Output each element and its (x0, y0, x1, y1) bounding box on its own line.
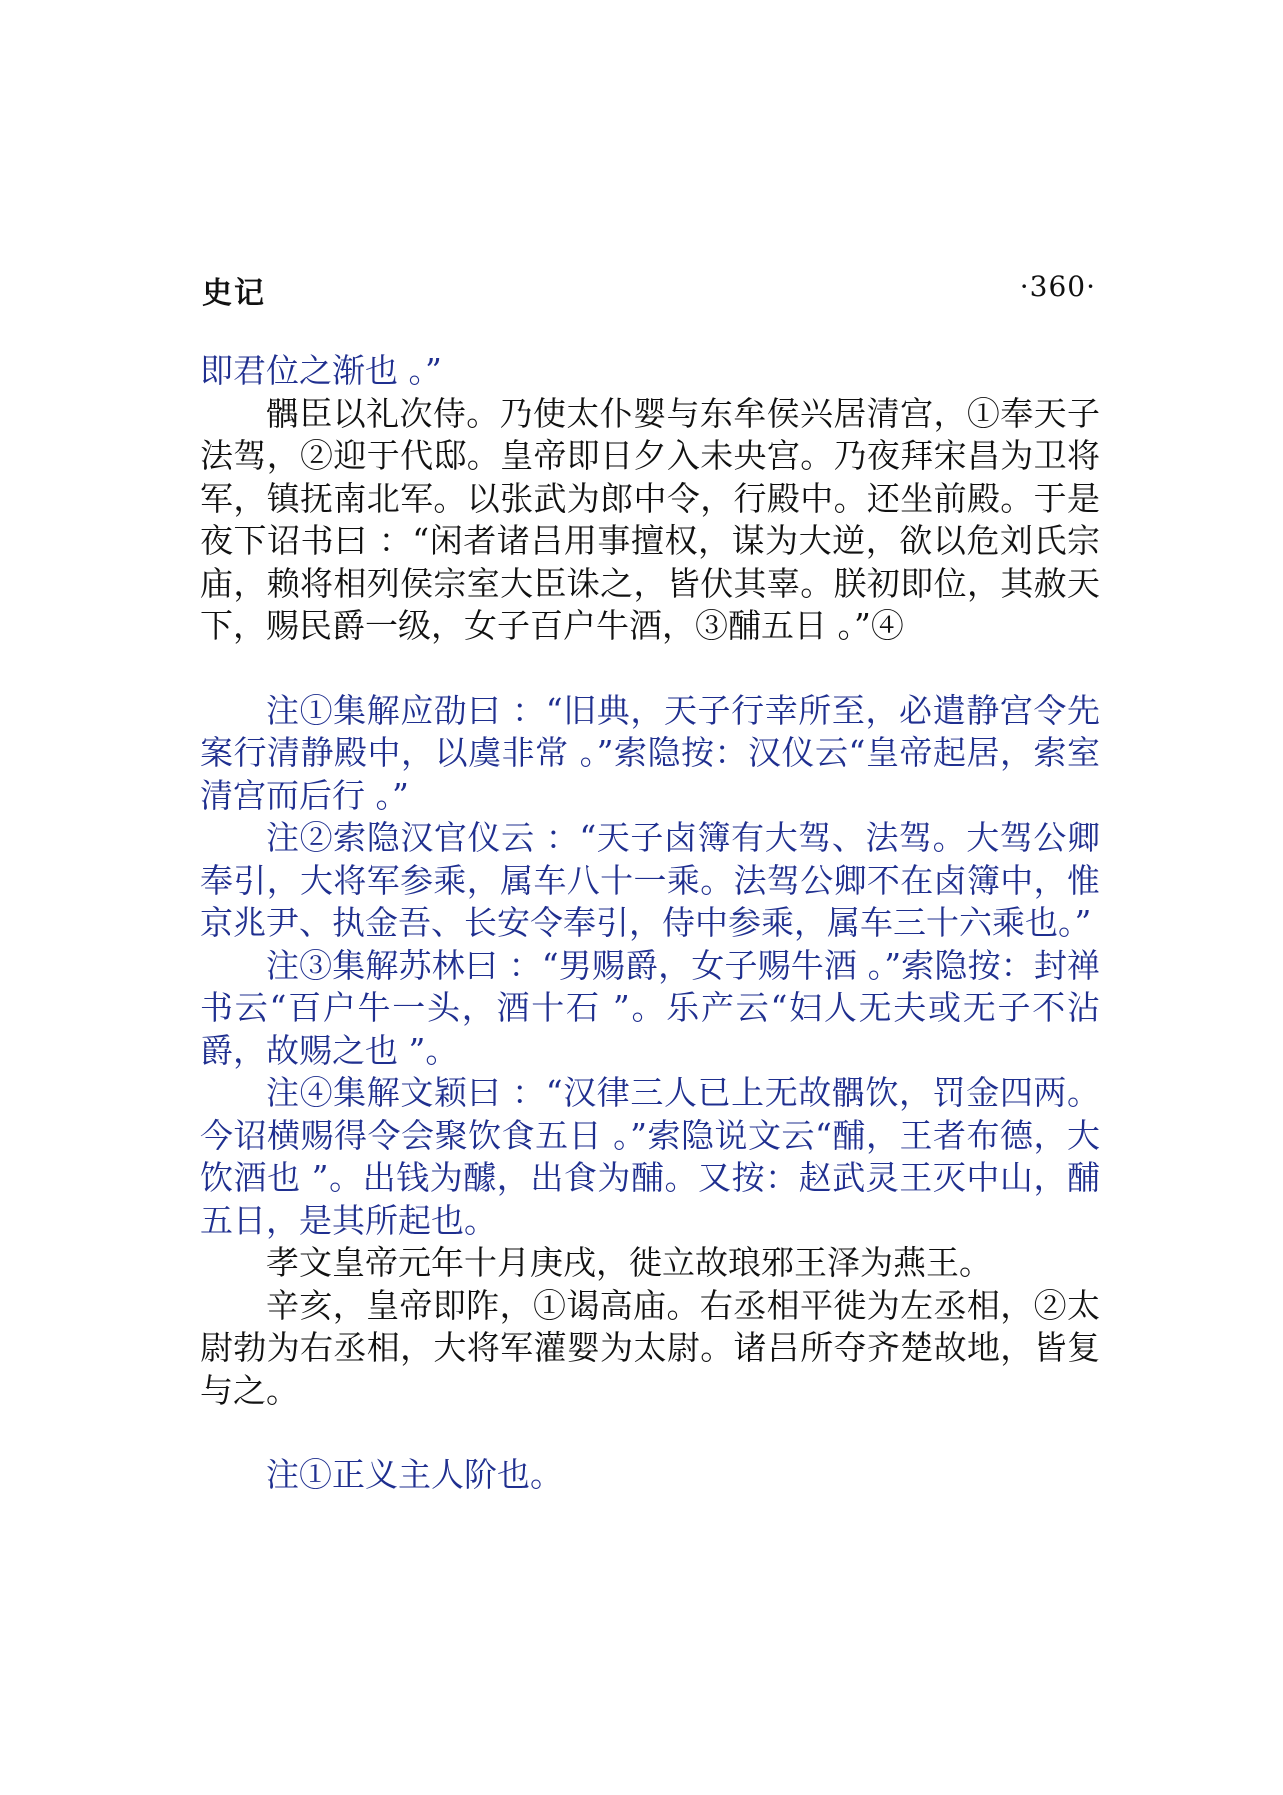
page-header (202, 268, 1096, 312)
page-body (200, 350, 1100, 1497)
paragraph-gap (200, 1412, 1100, 1454)
paragraph-main-text: 髃臣以礼次侍。乃使太仆婴与东牟侯兴居清宫，①奉天子法驾，②迎于代邸。皇帝即日夕入未央宫。乃夜拜宋昌为卫将军，镇抚南北军。以张武为郎中令，行殿中。还坐前殿。于是夜下诏书曰 ：“闲者诸吕用事擅权，谋为大逆，欲以危刘氏宗庙，赖将相列侯宗室大臣诛之，皆伏其辜。朕初即位，其赦天下，赐民爵一级，女子百户牛酒，③酺五日 。”④ (200, 393, 1100, 645)
annotation-note-4: 注④集解文颖曰 ：“汉律三人已上无故髃饮，罚金四两。今诏横赐得令会聚饮食五日 。”索隐说文云“酺，王者布德，大饮酒也 ”。出钱为醵，出食为酺。又按：赵武灵王灭中山，酺五日，是其所起也。 (200, 1073, 1100, 1240)
annotation-note-3: 注③集解苏林曰 ：“男赐爵，女子赐牛酒 。”索隐按：封禅书云“百户牛一头，酒十石 ”。乐产云“妇人无夫或无子不沾爵，故赐之也 ”。 (200, 945, 1100, 1070)
paragraph-main-text: 孝文皇帝元年十月庚戌，徙立故琅邪王泽为燕王。 (266, 1243, 992, 1282)
annotation-note-5: 注①正义主人阶也。 (266, 1455, 563, 1494)
page-number: ·360· (1019, 270, 1096, 303)
paragraph-continuation: 即君位之渐也 。” (200, 351, 442, 390)
paragraph-main-text: 辛亥，皇帝即阼，①谒高庙。右丞相平徙为左丞相，②太尉勃为右丞相，大将军灌婴为太尉。诸吕所夺齐楚故地，皆复与之。 (200, 1285, 1100, 1410)
paragraph-gap (200, 648, 1100, 690)
book-title: 史记 (202, 276, 266, 311)
annotation-note-2: 注②索隐汉官仪云 ：“天子卤簿有大驾、法驾。大驾公卿奉引，大将军参乘，属车八十一乘。法驾公卿不在卤簿中，惟京兆尹、执金吾、长安令奉引，侍中参乘，属车三十六乘也。” (200, 818, 1100, 942)
annotation-note-1: 注①集解应劭曰 ：“旧典，天子行幸所至，必遣静宫令先案行清静殿中，以虞非常 。”索隐按：汉仪云“皇帝起居，索室清宫而后行 。” (200, 690, 1100, 815)
